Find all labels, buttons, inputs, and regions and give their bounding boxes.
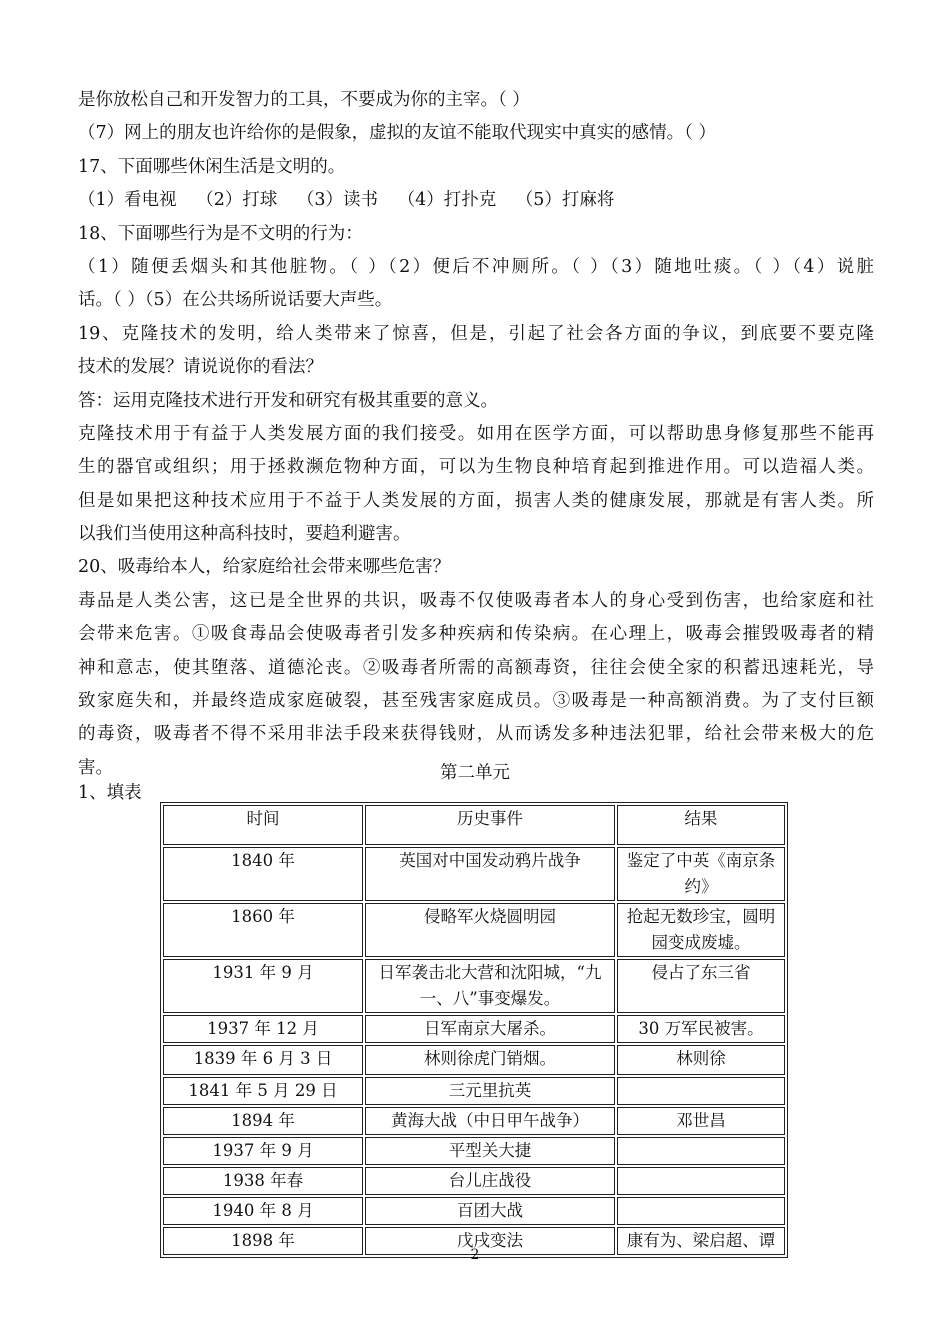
table-row [163, 1197, 785, 1225]
text-line: 以我们当使用这种高科技时，要趋利避害。 [78, 524, 411, 545]
table-cell: 抢起无数珍宝，圆明园变成废墟。 [617, 903, 785, 957]
table-cell [617, 1077, 785, 1105]
table-cell [617, 1167, 785, 1195]
header-cell: 结果 [617, 805, 785, 845]
table-cell: 1860 年 [163, 903, 363, 957]
table-cell: 康有为、梁启超、谭 [617, 1227, 785, 1255]
table-header-row [163, 805, 785, 845]
table-cell: 日军袭击北大营和沈阳城，“九一、八”事变爆发。 [365, 959, 615, 1013]
table-cell: 黄海大战（中日甲午战争） [365, 1107, 615, 1135]
table-cell: 林则徐 [617, 1045, 785, 1075]
table-cell: 日军南京大屠杀。 [365, 1015, 615, 1043]
table-cell: 鉴定了中英《南京条约》 [617, 847, 785, 901]
text-line: 是你放松自己和开发智力的工具，不要成为你的主宰。（ ） [78, 90, 530, 110]
table-cell: 侵略军火烧圆明园 [365, 903, 615, 957]
table-row [163, 1107, 785, 1135]
table-cell: 百团大战 [365, 1197, 615, 1225]
text-line: 神和意志，使其堕落、道德沦丧。②吸毒者所需的高额毒资，往往会使全家的积蓄迅速耗光，导 [78, 657, 874, 678]
table-cell: 邓世昌 [617, 1107, 785, 1135]
text-line: 的毒资，吸毒者不得不采用非法手段来获得钱财，从而诱发多种违法犯罪，给社会带来极大的危 [78, 724, 874, 745]
table-cell: 平型关大捷 [365, 1137, 615, 1165]
table-cell: 英国对中国发动鸦片战争 [365, 847, 615, 901]
table-cell: 1841 年 5 月 29 日 [163, 1077, 363, 1105]
table-row [163, 1077, 785, 1105]
header-cell: 时间 [163, 805, 363, 845]
page-number: 2 [470, 1247, 480, 1263]
text-line: 技术的发展？请说说你的看法？ [78, 357, 323, 378]
text-line: （7）网上的朋友也许给你的是假象，虚拟的友谊不能取代现实中真实的感情。（ ） [78, 123, 716, 144]
table-row [163, 1015, 785, 1043]
question-17: 17、下面哪些休闲生活是文明的。 [78, 156, 346, 177]
table-cell: 30 万军民被害。 [617, 1015, 785, 1043]
body-text [78, 84, 874, 785]
unit-title: 第二单元 [440, 763, 510, 783]
table-row [163, 1167, 785, 1195]
table-cell [617, 1137, 785, 1165]
table-cell: 1894 年 [163, 1107, 363, 1135]
header-cell: 历史事件 [365, 805, 615, 845]
question-20: 20、吸毒给本人，给家庭给社会带来哪些危害？ [78, 557, 451, 578]
table-cell: 1938 年春 [163, 1167, 363, 1195]
table-row [163, 1045, 785, 1075]
table-cell: 侵占了东三省 [617, 959, 785, 1013]
table-cell: 1839 年 6 月 3 日 [163, 1045, 363, 1075]
table-cell: 1931 年 9 月 [163, 959, 363, 1013]
table-cell: 1898 年 [163, 1227, 363, 1255]
table-cell: 台儿庄战役 [365, 1167, 615, 1195]
question-18: 18、下面哪些行为是不文明的行为： [78, 223, 363, 244]
table-cell: 戊戌变法 [365, 1227, 615, 1255]
text-line: 但是如果把这种技术应用于不益于人类发展的方面，损害人类的健康发展，那就是有害人类。所 [78, 490, 874, 511]
text-line: 致家庭失和，并最终造成家庭破裂，甚至残害家庭成员。③吸毒是一种高额消费。为了支付巨额 [78, 691, 874, 712]
fill-table-label: 1、填表 [78, 783, 142, 803]
text-line: 毒品是人类公害，这已是全世界的共识，吸毒不仅使吸毒者本人的身心受到伤害，也给家庭和社 [78, 590, 874, 611]
table-row [163, 903, 785, 957]
text-line: 话。（ ）（5）在公共场所说话要大声些。 [78, 290, 393, 311]
table-cell: 1840 年 [163, 847, 363, 901]
table-cell [617, 1197, 785, 1225]
table-cell: 林则徐虎门销烟。 [365, 1045, 615, 1075]
table-cell: 三元里抗英 [365, 1077, 615, 1105]
history-table [160, 802, 788, 1258]
table-cell: 1937 年 12 月 [163, 1015, 363, 1043]
table-row [163, 1137, 785, 1165]
table-cell: 1937 年 9 月 [163, 1137, 363, 1165]
table-row [163, 847, 785, 901]
question-19: 19、克隆技术的发明，给人类带来了惊喜，但是，引起了社会各方面的争议，到底要不要克隆 [78, 323, 874, 344]
table-row [163, 959, 785, 1013]
answer-line: 答：运用克隆技术进行开发和研究有极其重要的意义。 [78, 390, 498, 411]
table-cell: 1940 年 8 月 [163, 1197, 363, 1225]
text-line: （1）看电视 （2）打球 （3）读书 （4）打扑克 （5）打麻将 [78, 190, 615, 211]
text-line: 害。 [78, 757, 113, 778]
text-line: 生的器官或组织；用于拯救濒危物种方面，可以为生物良种培育起到推进作用。可以造福人类。 [78, 457, 874, 478]
text-line: 会带来危害。①吸食毒品会使吸毒者引发多种疾病和传染病。在心理上，吸毒会摧毁吸毒者的精 [78, 624, 874, 645]
text-line: 克隆技术用于有益于人类发展方面的我们接受。如用在医学方面，可以帮助患身修复那些不能再 [78, 423, 874, 444]
text-line: （1）随便丢烟头和其他脏物。（ ）（2）便后不冲厕所。（ ）（3）随地吐痰。（ ）（4）说脏 [78, 256, 874, 277]
